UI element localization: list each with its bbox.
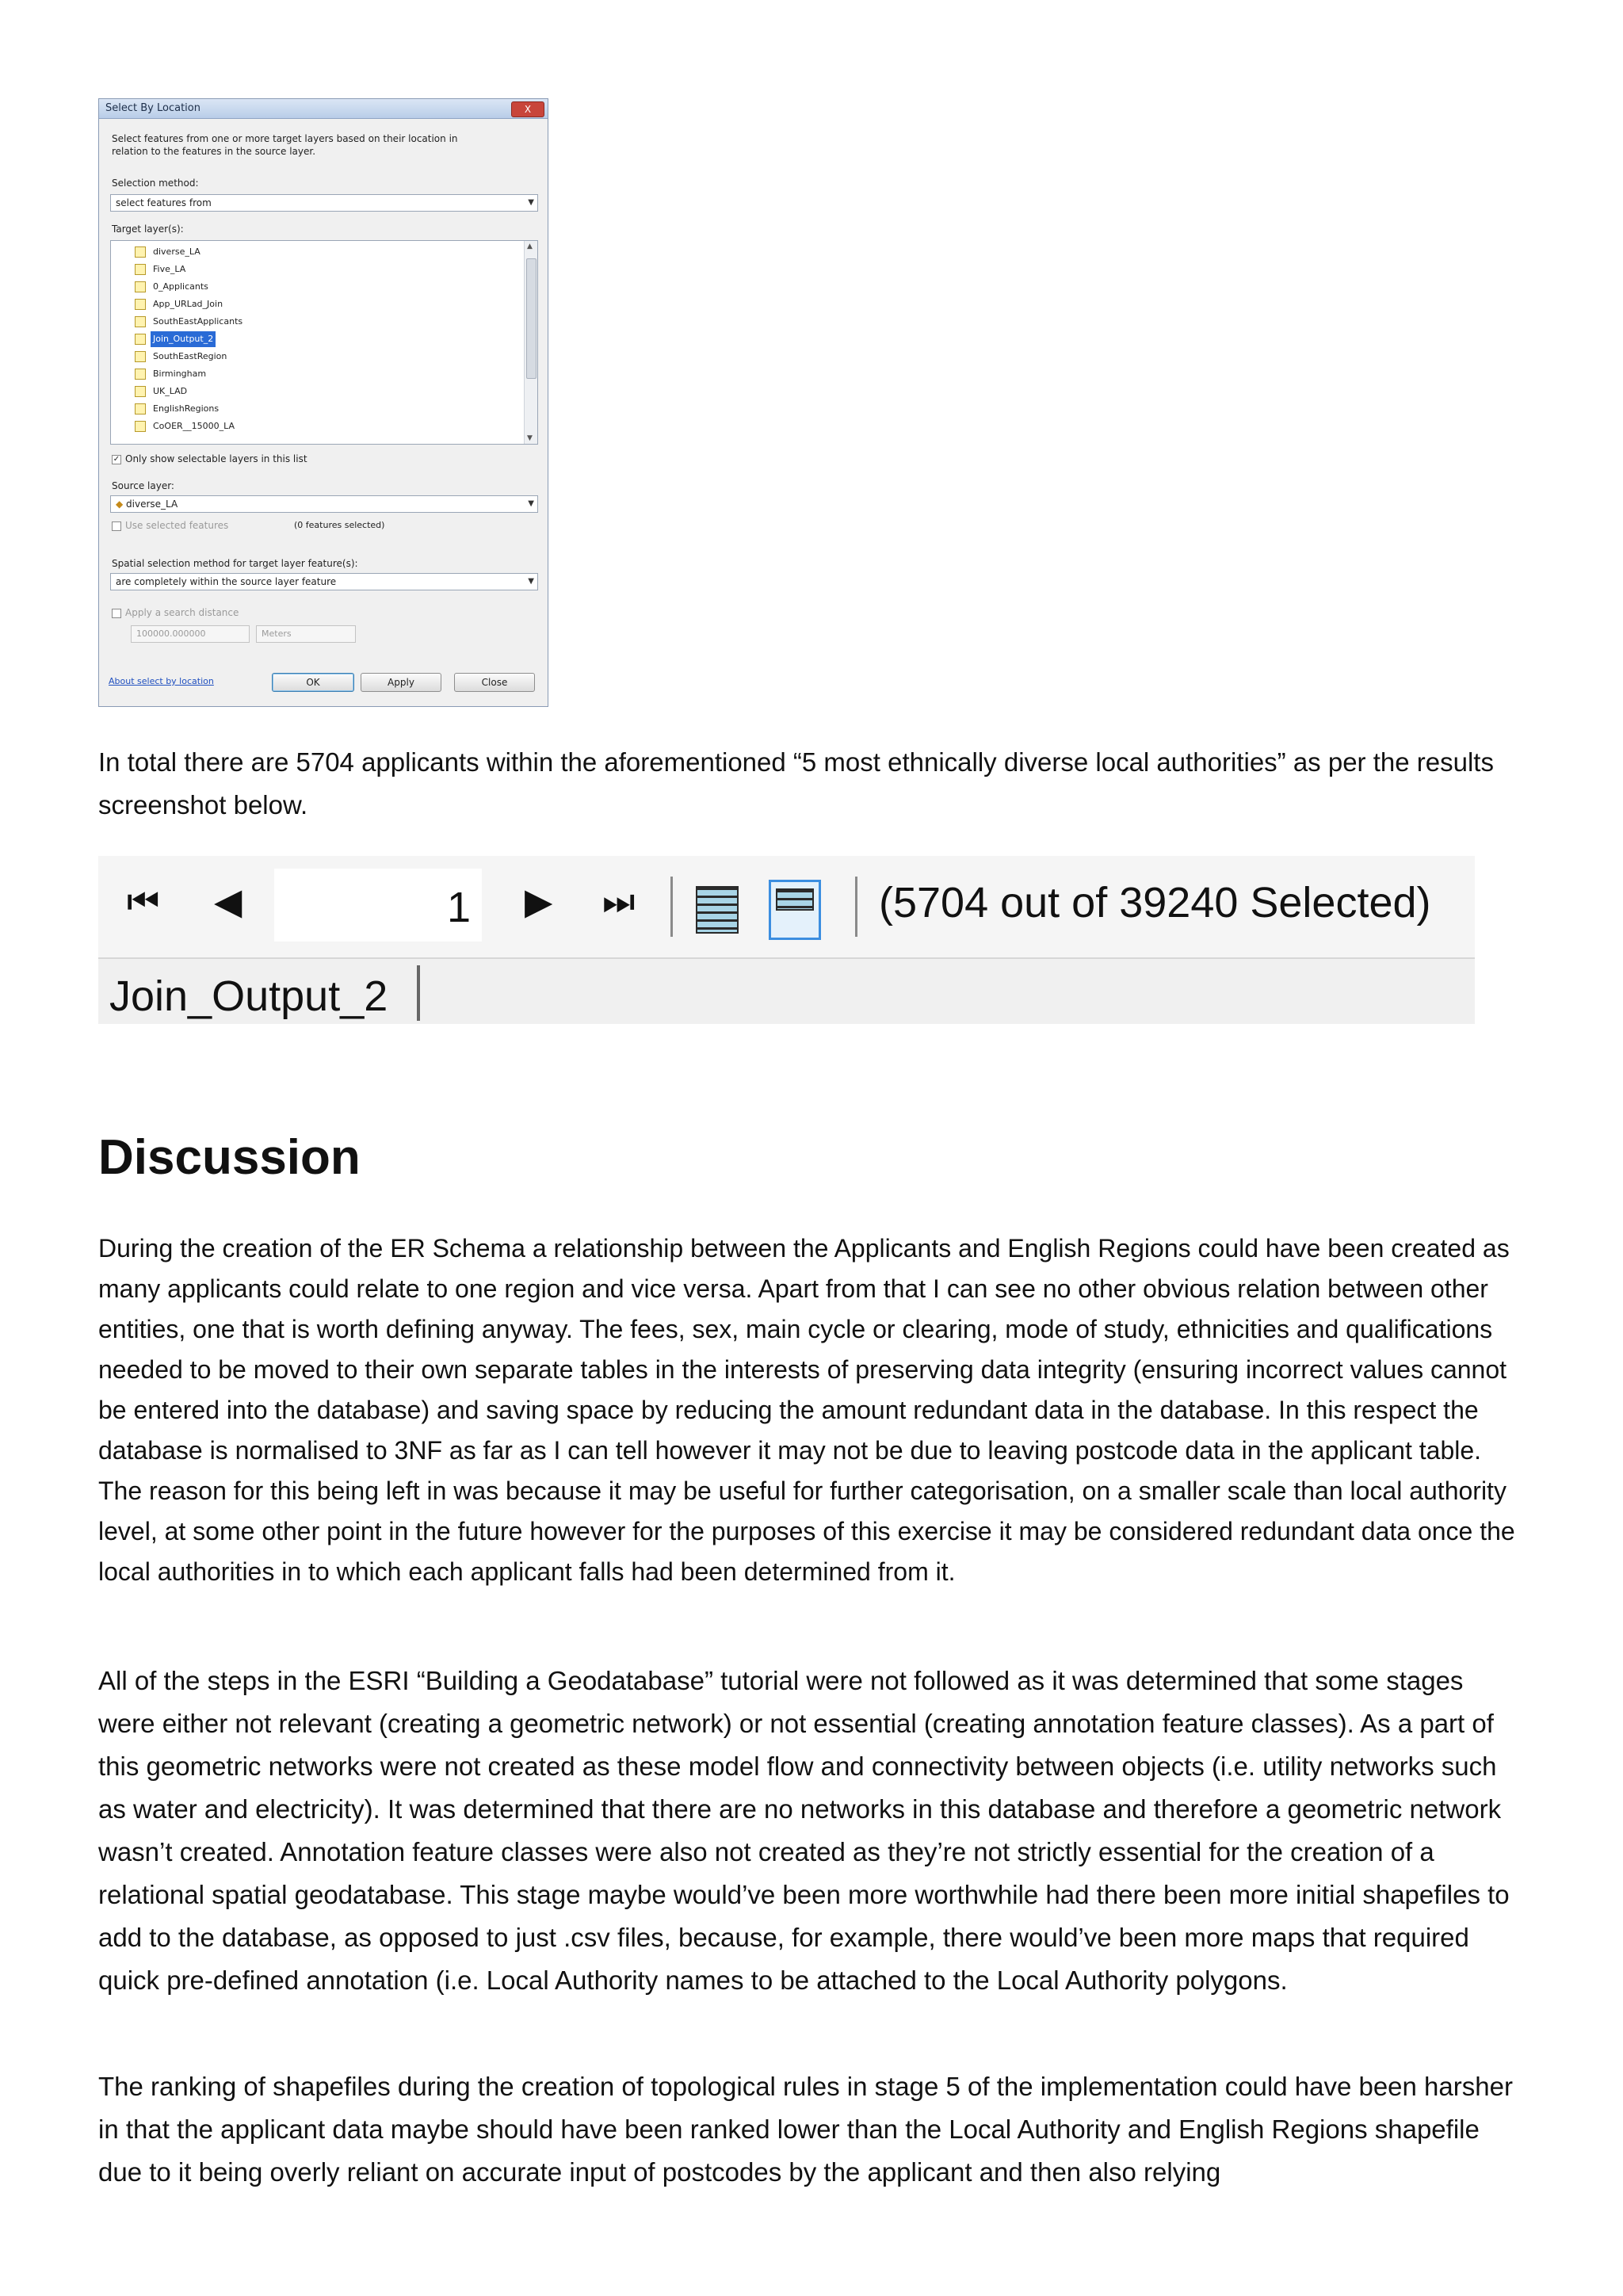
scroll-up-icon[interactable]: ▲ (527, 243, 533, 250)
record-number-input[interactable] (274, 869, 482, 942)
spatial-method-select[interactable]: are completely within the source layer feature ▼ (110, 573, 538, 590)
layer-item[interactable]: 0_Applicants (135, 279, 211, 295)
layer-item-selected[interactable]: Join_Output_2 (135, 331, 216, 347)
first-record-icon[interactable]: ⏮ (127, 880, 160, 923)
target-layers-list[interactable] (110, 240, 538, 445)
apply-button[interactable]: Apply (361, 673, 441, 692)
dialog-description-2: relation to the features in the source layer. (112, 146, 316, 157)
layer-item[interactable]: EnglishRegions (135, 401, 221, 417)
use-selected-option[interactable]: Use selected features (112, 519, 228, 532)
only-selectable-option[interactable]: ✓ Only show selectable layers in this list (113, 453, 307, 464)
next-record-icon[interactable]: ▶ (525, 880, 553, 923)
search-distance-input[interactable]: 100000.000000 (131, 625, 250, 643)
show-all-records-icon[interactable] (691, 880, 743, 940)
attribute-table-toolbar (98, 856, 1475, 1024)
chevron-down-icon: ▼ (528, 499, 534, 508)
tab-divider (417, 965, 420, 1021)
checkbox-icon[interactable] (135, 246, 146, 258)
checkbox-icon[interactable] (135, 386, 146, 397)
show-selected-records-icon[interactable] (769, 880, 821, 940)
layer-item[interactable]: Birmingham (135, 366, 208, 382)
checkbox-icon[interactable] (135, 264, 146, 275)
checkbox-icon[interactable] (135, 421, 146, 432)
source-layer-select[interactable]: ◆ diverse_LA ▼ (110, 495, 538, 513)
layer-item[interactable]: Five_LA (135, 262, 188, 277)
checkbox-icon[interactable] (135, 316, 146, 327)
scrollbar[interactable] (524, 241, 537, 444)
layer-item[interactable]: App_URLad_Join (135, 296, 225, 312)
selection-method-label: Selection method: (112, 178, 199, 189)
dialog-title: Select By Location (105, 102, 200, 114)
tab-join-output-2[interactable]: Join_Output_2 (109, 972, 388, 1020)
dialog-close-icon[interactable]: X (511, 101, 544, 117)
scroll-down-icon[interactable]: ▼ (527, 434, 533, 442)
selection-method-value: select features from (116, 197, 212, 208)
source-layer-label: Source layer: (112, 480, 174, 491)
target-layers-label: Target layer(s): (112, 223, 184, 235)
toolbar-divider (855, 877, 857, 937)
select-by-location-dialog (98, 98, 548, 707)
dialog-description-1: Select features from one or more target layers based on their location in (112, 133, 458, 144)
dialog-title-bar (99, 99, 548, 119)
close-button[interactable]: Close (454, 673, 535, 692)
chevron-down-icon: ▼ (528, 198, 534, 207)
selection-count: (5704 out of 39240 Selected) (879, 879, 1431, 926)
spatial-method-label: Spatial selection method for target layer feature(s): (112, 558, 358, 569)
checkbox-icon[interactable] (135, 281, 146, 292)
last-record-icon[interactable]: ⏭ (602, 880, 636, 923)
layer-item[interactable]: UK_LAD (135, 384, 189, 399)
discussion-heading: Discussion (98, 1130, 361, 1185)
checkbox-icon[interactable] (135, 334, 146, 345)
checkbox-icon[interactable] (135, 351, 146, 362)
layer-item[interactable]: CoOER__15000_LA (135, 418, 237, 434)
layer-symbol-icon: ◆ (116, 499, 127, 510)
discussion-paragraph-1: During the creation of the ER Schema a relationship between the Applicants and English Regions could have been created as many applicants could relate to one region and vice versa. Apart from that I can see no other obvious relation between other entities, one that is worth defining anyway. The fees, sex, main cycle or clearing, mode of study, ethnicities and qualifications needed to be moved to their own separate tables in the interests of preserving data integrity (ensuring incorrect values cannot be entered into the database) and saving space by reducing the amount redundant data in the database. In this respect the database is normalised to 3NF as far as I can tell however it may not be due to leaving postcode data in the applicant table. The reason for this being left in was because it may be useful for further categorisation, on a smaller scale than local authority level, at some other point in the future however for the purposes of this exercise it may be considered redundant data once the local authorities in to which each applicant falls had been determined from it. (98, 1234, 1515, 1586)
toolbar-divider (670, 877, 673, 937)
checkbox-icon[interactable] (135, 369, 146, 380)
features-selected-count: (0 features selected) (294, 520, 385, 530)
layer-item[interactable]: SouthEastRegion (135, 349, 229, 365)
scrollbar-thumb[interactable] (526, 258, 537, 379)
layer-item[interactable]: SouthEastApplicants (135, 314, 245, 330)
checkbox-icon[interactable] (112, 609, 121, 618)
discussion-paragraph-2: All of the steps in the ESRI “Building a Geodatabase” tutorial were not followed as it was determined that some stages were either not relevant (creating a geometric network) or not essential (creating annotation feature classes). As a part of this geometric networks were not created as these model flow and connectivity between objects (i.e. utility networks such as water and electricity). It was determined that there are no networks in this database and therefore a geometric network wasn’t created. Annotation feature classes were also not created as they’re not strictly essential for the creation of a relational spatial geodatabase. This stage maybe would’ve been more worthwhile had there been more initial shapefiles to add to the database, as opposed to just .csv files, because, for example, there would’ve been more maps that required quick pre-defined annotation (i.e. Local Authority names to be attached to the Local Authority polygons. (98, 1666, 1510, 1995)
about-select-by-location-link[interactable]: About select by location (109, 676, 214, 686)
intro-paragraph: In total there are 5704 applicants within the aforementioned “5 most ethnically diverse local authorities” as per the results screenshot below. (98, 747, 1494, 819)
ok-button[interactable]: OK (272, 673, 354, 692)
layer-item[interactable]: diverse_LA (135, 244, 203, 260)
checkbox-checked-icon[interactable]: ✓ (113, 454, 120, 464)
apply-search-distance-option[interactable]: Apply a search distance (112, 606, 239, 619)
checkbox-icon[interactable] (135, 299, 146, 310)
checkbox-icon[interactable] (112, 521, 121, 531)
discussion-paragraph-3: The ranking of shapefiles during the creation of topological rules in stage 5 of the implementation could have been harsher in that the applicant data maybe should have been ranked lower than the Local Authority and English Regions shapefile due to it being overly reliant on accurate input of postcodes by the applicant and then also relying (98, 2072, 1513, 2187)
record-number: 1 (446, 884, 471, 931)
distance-unit-select[interactable]: Meters (256, 625, 356, 643)
toolbar-top-row (98, 856, 1475, 959)
selection-method-select[interactable] (110, 194, 538, 212)
checkbox-icon[interactable] (135, 403, 146, 415)
previous-record-icon[interactable]: ◀ (214, 880, 242, 923)
chevron-down-icon: ▼ (528, 577, 534, 586)
